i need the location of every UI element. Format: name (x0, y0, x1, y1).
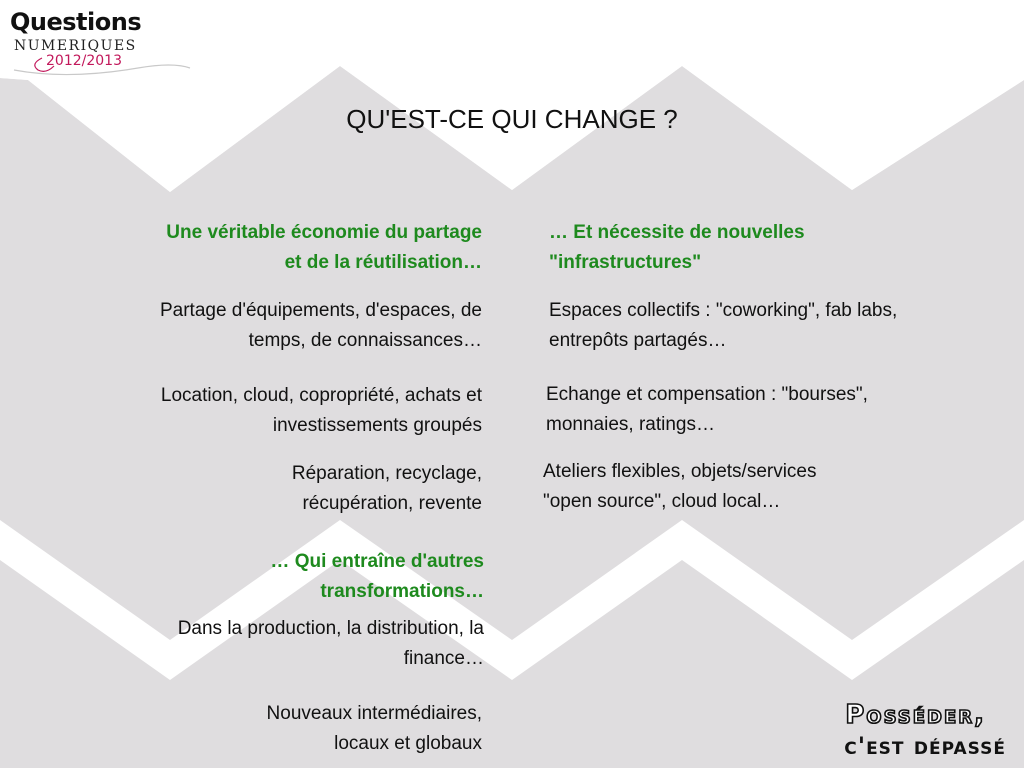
list-item-line: Espaces collectifs : "coworking", fab labs, (549, 300, 898, 321)
list-item-line: temps, de connaissances… (248, 330, 482, 351)
list-item-line: investissements groupés (272, 415, 482, 436)
left-item-repair-recycling (60, 459, 482, 519)
list-item-line: finance… (403, 648, 484, 669)
left-item-rental-cloud (60, 381, 482, 441)
right-heading-line: … Et nécessite de nouvelles (549, 222, 805, 243)
list-item-line: Location, cloud, copropriété, achats et (160, 385, 482, 406)
logo-numeriques: NUMERIQUES (14, 38, 137, 54)
left-heading-line: Une véritable économie du partage (166, 222, 482, 243)
list-item-line: "open source", cloud local… (543, 491, 781, 512)
list-item-line: Ateliers flexibles, objets/services (543, 461, 817, 482)
page-title: QU'EST-CE QUI CHANGE ? (346, 104, 678, 134)
logo-year: 2012/2013 (46, 53, 122, 69)
list-item-line: monnaies, ratings… (546, 414, 715, 435)
right-heading (549, 218, 989, 278)
list-item-line: Nouveaux intermédiaires, (266, 703, 482, 724)
signature-line-1: Posséder, (845, 700, 986, 730)
left-heading-line: … Qui entraîne d'autres (270, 551, 484, 572)
right-item-exchange (546, 380, 986, 440)
posseder-signature (814, 700, 1014, 768)
left-item-equipment-sharing (60, 296, 482, 356)
right-heading-line: "infrastructures" (549, 252, 702, 273)
signature-line-2: c'est dépassé (844, 732, 1006, 760)
list-item-line: entrepôts partagés… (549, 330, 727, 351)
left-heading-2 (60, 547, 484, 607)
left-heading-line: et de la réutilisation… (284, 252, 482, 273)
left-item-intermediaries (60, 699, 482, 759)
left-heading-line: transformations… (320, 581, 484, 602)
left-heading (60, 218, 482, 278)
questions-numeriques-logo (8, 8, 198, 78)
list-item-line: locaux et globaux (334, 733, 482, 754)
list-item-line: Echange et compensation : "bourses", (546, 384, 868, 405)
list-item-line: récupération, revente (302, 493, 482, 514)
left-item-production (60, 614, 484, 674)
right-item-workshops (543, 457, 983, 517)
list-item-line: Réparation, recyclage, (291, 463, 482, 484)
logo-questions: Questions (10, 8, 142, 36)
list-item-line: Partage d'équipements, d'espaces, de (159, 300, 482, 321)
right-item-collective-spaces (549, 296, 989, 356)
list-item-line: Dans la production, la distribution, la (177, 618, 484, 639)
